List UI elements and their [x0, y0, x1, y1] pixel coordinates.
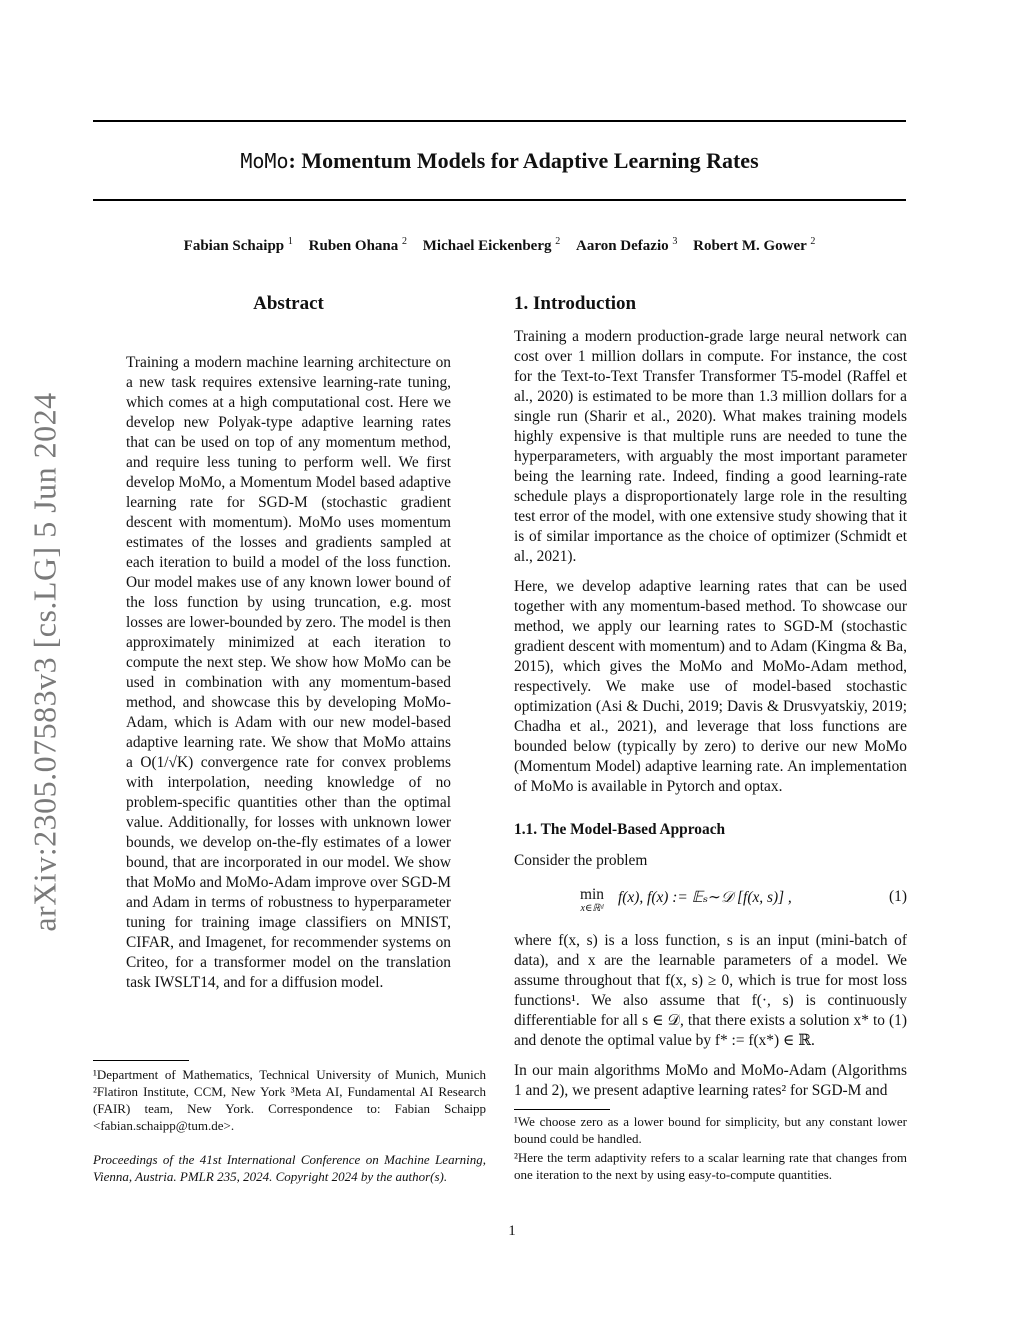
title-text: : Momentum Models for Adaptive Learning Rates: [288, 148, 759, 173]
arxiv-stamp: arXiv:2305.07583v3 [cs.LG] 5 Jun 2024: [26, 392, 63, 932]
intro-paragraph-1: Training a modern production-grade large neural network can cost over 1 million dollars in compute. For instance, the cost for the Text-to-Text Transfer Transformer T5-model (Raffel et al., 2020) is estimated to be more than 1.3 million dollars for a single run (Sharir et al., 2020). What makes training models highly expensive is that multiple runs are needed to tune the hyperparameters, with arguably the most important parameter being the learning rate. Indeed, finding a good learning-rate schedule plays a disproportionately large role in the resulting test error of the model, with one extensive study showing that it is of similar importance as the choice of optimizer (Schmidt et al., 2021).: [514, 328, 907, 565]
equation-number: (1): [889, 888, 907, 905]
author: Ruben Ohana $^2$: [308, 236, 408, 254]
footnote-rule-left: [93, 1060, 189, 1061]
author: Aaron Defazio $^3$: [576, 236, 678, 254]
abstract-heading: Abstract: [253, 293, 324, 314]
title-rule-bottom: [93, 199, 906, 201]
author: Robert M. Gower $^2$: [693, 236, 816, 254]
footnote-1: ¹We choose zero as a lower bound for simplicity, but any constant lower bound could be handled.: [514, 1114, 907, 1146]
equation-1: [514, 884, 907, 920]
proceedings-note: Proceedings of the 41st International Conference on Machine Learning, Vienna, Austria. PMLR 235, 2024. Copyright 2024 by the author(s).: [93, 1152, 486, 1184]
page-number: 1: [508, 1223, 516, 1239]
introduction-heading: 1. Introduction: [514, 293, 637, 314]
equation-body: f(x), f(x) := 𝔼ₛ∼𝒟 [f(x, s)] ,: [618, 889, 792, 906]
abstract-text: Training a modern machine learning architecture on a new task requires extensive learning-rate tuning, which comes at a high computational cost. Here we develop new Polyak-type adaptive learning rates that can be used on top of any momentum method, and require less tuning to perform well. We first develop MoMo, a Momentum Model based adaptive learning rate for SGD-M (stochastic gradient descent with momentum). MoMo uses momentum estimates of the losses and gradients sampled at each iteration to build a model of the loss function. Our model makes use of any known lower bound of the loss function by using truncation, e.g. most losses are lower-bounded by zero. The model is then approximately minimized at each iteration to compute the next step. We show how MoMo can be used in combination with any momentum-based method, and showcase this by developing MoMo-Adam, which is Adam with our new model-based adaptive learning rate. We show that MoMo attains a O(1/√K) convergence rate for convex problems with interpolation, needing knowledge of no problem-specific quantities other than the optimal value. Additionally, for losses with unknown lower bounds, we develop on-the-fly estimates of a lower bound, that are incorporated in our model. We show that MoMo and MoMo-Adam improve over SGD-M and Adam in terms of robustness to hyperparameter tuning for training image classifiers on MNIST, CIFAR, and Imagenet, for recommender systems on Criteo, for a transformer model on the translation task IWSLT14, and for a diffusion model.: [126, 354, 451, 991]
affiliations-footnote: ¹Department of Mathematics, Technical University of Munich, Munich ²Flatiron Institute, CCM, New York ³Meta AI, Fundamental AI Research (FAIR) team, New York. Correspondence to: Fabian Schaipp <fabian.schaipp@tum.de>.: [93, 1067, 486, 1133]
intro-paragraph-4: In our main algorithms MoMo and MoMo-Adam (Algorithms 1 and 2), we present adaptive learning rates² for SGD-M and: [514, 1062, 907, 1099]
intro-paragraph-3: where f(x, s) is a loss function, s is an input (mini-batch of data), and x are the learnable parameters of a model. We assume throughout that f(x, s) ≥ 0, which is true for most loss functions¹. We also assume that f(·, s) is continuously differentiable for all s ∈ 𝒟, that there exists a solution x* to (1) and denote the optimal value by f* := f(x*) ∈ ℝ.: [514, 932, 907, 1049]
equation-min-operator: min x∈ℝᵈ: [580, 886, 604, 914]
intro-paragraph-2: Here, we develop adaptive learning rates that can be used together with any momentum-based method. To showcase our method, we apply our learning rates to SGD-M (stochastic gradient descent with momentum) and to Adam (Kingma & Ba, 2015), which gives the MoMo and MoMo-Adam method, respectively. We make use of model-based stochastic optimization (Asi & Duchi, 2019; Davis & Drusvyatskiy, 2019; Chadha et al., 2021), and leverage that loss functions are bounded below (typically by zero) to derive our new MoMo (Momentum Model) adaptive learning rate. An implementation of MoMo is available in Pytorch and optax.: [514, 578, 907, 795]
title-code-name: MoMo: [240, 149, 289, 173]
paper-title: [93, 146, 906, 176]
equation-min-subscript: x∈ℝᵈ: [580, 903, 604, 914]
author: Fabian Schaipp $^1$: [183, 236, 293, 254]
consider-text: Consider the problem: [514, 852, 648, 869]
title-rule-top: [93, 120, 906, 122]
author: Michael Eickenberg $^2$: [422, 236, 561, 254]
footnote-2: ²Here the term adaptivity refers to a scalar learning rate that changes from one iteration to the next by using easy-to-compute quantities.: [514, 1150, 907, 1182]
author-list: [93, 236, 906, 256]
subsection-heading: 1.1. The Model-Based Approach: [514, 821, 726, 838]
footnote-rule-right: [514, 1109, 610, 1110]
